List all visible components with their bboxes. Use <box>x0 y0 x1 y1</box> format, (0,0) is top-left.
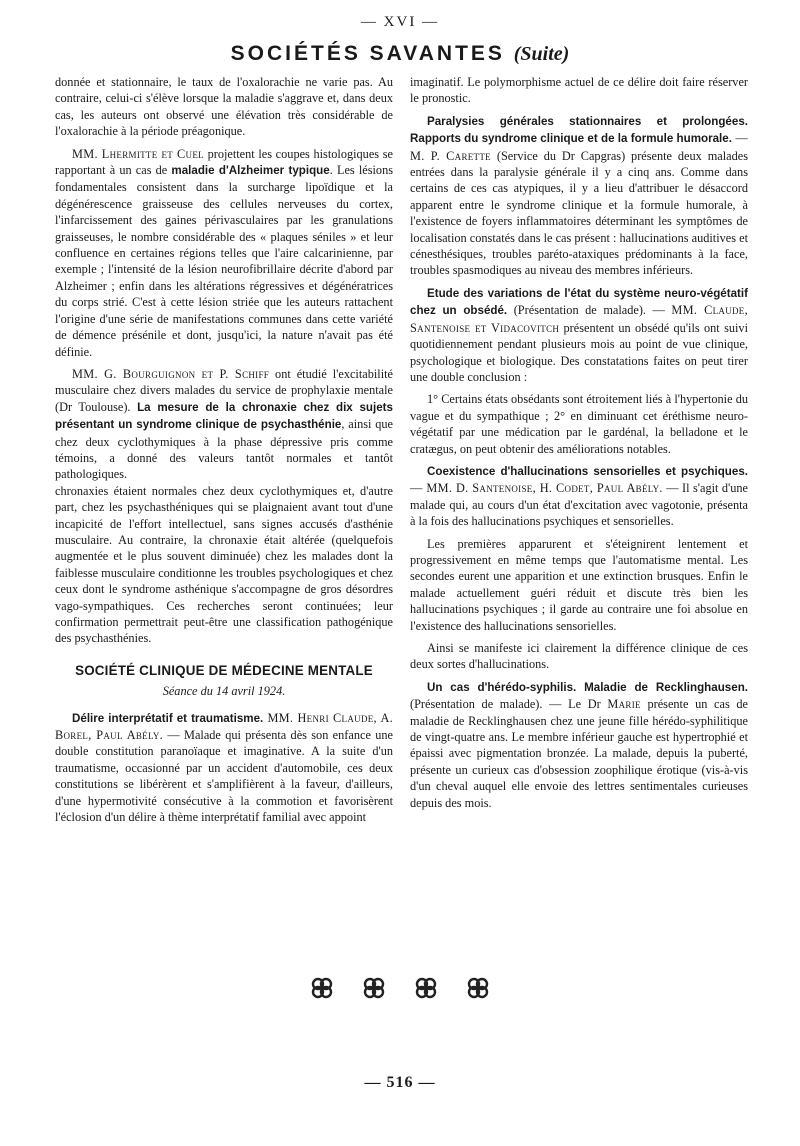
paragraph: Un cas d'hérédo-syphilis. Maladie de Recklinghausen. (Présentation de malade). — Le Dr Marie présente un cas de maladie de Recklinghausen chez une jeune fille hérédo-syphilitique de vingt-quatre ans. Le membre inférieur gauche est hypertrophié et épaissi avec pigmentation bronzée. La malade, depuis la puberté, présente un curieux cas d'obsession zoophilique érotique (vis-à-vis d'un cheval auquel elle envoie des lettres sentimentales curieuses depuis des mois. <box>410 680 748 810</box>
paragraph: chronaxies étaient normales chez deux cyclothymiques et, d'autre part, chez les psychasthéniques qui se plaignaient avant tout d'une incapicité de l'effort intellectuel, sans signes accusés d'asthénie musculaire. Au contraire, la chronaxie était altérée (quelquefois augmentée et le plus souvent diminuée) chez les malades dont la faiblesse musculaire conditionne les troubles psychologiques et chez ceux dont le syndrome asthénique s'accompagne de gros désordres vago-sympathiques. Ces recherches seront continuées; leur confirmation permettrait peut-être une classification pathogénique des psychasthénies. <box>55 483 393 646</box>
paragraph: Les premières apparurent et s'éteignirent lentement et progressivement en même temps que l'automatisme mental. Les secondes eurent une apparition et une extinction brusques. Enfin le malade actuellement guéri réduit et discute très bien les hallucinations psychiques ; il garde au contraire une foi absolue en l'existence des hallucinations sensorielles. <box>410 536 748 633</box>
author-names: MM. Claude, Santenoise et Vidacovitch <box>410 303 748 335</box>
ornament-row <box>0 975 800 1001</box>
author-names: — M. P. Carette <box>410 131 748 163</box>
session-date: Séance du 14 avril 1924. <box>162 684 286 699</box>
bold-term: Paralysies générales stationnaires et prolongées. Rapports du syndrome clinique et de la formule humorale. <box>410 114 748 146</box>
knot-ornament-icon <box>465 975 491 1001</box>
paragraph: Etude des variations de l'état du système neuro-végétatif chez un obsédé. (Présentation de malade). — MM. Claude, Santenoise et Vidacovitch présentent un obsédé qu'ils ont suivi quotidiennement pendant plusieurs mois au point de vue clinique, psychologique et biologique. Des constatations faites on peut tirer une double conclusion : <box>410 286 748 384</box>
bold-term: La mesure de la chronaxie chez dix sujets présentant un syndrome clinique de psychasthénie <box>55 400 393 432</box>
right-column <box>410 74 748 811</box>
paragraph: imaginatif. Le polymorphisme actuel de ce délire doit faire réserver le pronostic. <box>410 75 748 106</box>
bold-term: Délire interprétatif et traumatisme. <box>72 711 264 725</box>
left-column <box>55 74 393 825</box>
bold-term: maladie d'Alzheimer typique <box>171 164 330 178</box>
paragraph: Ainsi se manifeste ici clairement la différence clinique de ces deux sortes d'hallucinations. <box>410 641 748 672</box>
knot-ornament-icon <box>413 975 439 1001</box>
paragraph: MM. G. Bourguignon et P. Schiff ont étudié l'excitabilité musculaire chez divers malades du service de prophylaxie mentale (Dr Toulouse). La mesure de la chronaxie chez dix sujets présentant un syndrome clinique de psychasthénie, ainsi que chez deux cyclothymiques à la phase dépressive pris comme témoins, a donné des valeurs tantôt normales et tantôt pathologiques. <box>55 366 393 482</box>
paragraph: MM. Lhermitte et Cuel projettent les coupes histologiques se rapportant à un cas de maladie d'Alzheimer typique. Les lésions fondamentales consistent dans la surcharge lipoïdique et la dégénérescence graisseuse des cellules nerveuses du cortex, l'infarcissement des gaines périvasculaires par les granulations graisseuses, le nombre considérable des « plaques séniles » et leur confluence en certaines régions telles que l'aire calcarinienne, par exemple ; l'intensité de la lésion neurofibrillaire décrite d'abord par Alzheimer ; enfin dans les altérations régressives et dégénératrices du corps strié. C'est à cette lésion striée que les auteurs rattachent l'origine d'une série de manifestations communes dans cette variété de démence présénile et dont, jusqu'ici, la nature n'avait pas été définie. <box>55 146 394 359</box>
author-names: MM. Henri Claude, A. Borel, Paul Abély. <box>55 710 393 743</box>
author-names: Marie <box>607 697 641 712</box>
paragraph: Paralysies générales stationnaires et prolongées. Rapports du syndrome clinique et de la formule humorale. — M. P. Carette (Service du Dr Capgras) présente deux malades entrées dans la paralysie générale il y a cinq ans. Comme dans certains de ces cas atypiques, il y a lieu d'attribuer le désaccord apparent entre le syndrome clinique et la formule humorale, à l'existence de foyers inflammatoires déterminant les symptômes de localisation constatés dans le cas présent : hallucinations auditives et cénesthésiques, troubles paréto-ataxiques prédominants à la face, troubles spasmodiques au niveau des membres inférieurs. <box>410 114 748 278</box>
knot-ornament-icon <box>309 975 335 1001</box>
bottom-page-number: — 516 — <box>364 1074 436 1091</box>
author-names: MM. G. Bourguignon et P. Schiff <box>72 366 270 381</box>
society-heading: SOCIÉTÉ CLINIQUE DE MÉDECINE MENTALE <box>75 662 373 678</box>
paragraph: Coexistence d'hallucinations sensorielles et psychiques. — MM. D. Santenoise, H. Codet, Paul Abély. — Il s'agit d'une malade qui, au cours d'un état d'excitation avec vagotonie, présenta à la fois des hallucinations psychiques et sensorielles. <box>410 464 748 529</box>
running-title <box>0 42 800 66</box>
bold-term: Coexistence d'hallucinations sensorielles et psychiques. <box>427 464 748 478</box>
author-names: — MM. D. Santenoise, H. Codet, Paul Abély. <box>410 481 663 496</box>
bold-term: Etude des variations de l'état du système neuro-végétatif chez un obsédé. <box>410 286 748 318</box>
top-page-number: — XVI — <box>360 14 440 30</box>
paragraph: 1° Certains états obsédants sont étroitement liés à l'hypertonie du vague et du sympathique ; 2° en diminuant cet éréthisme neuro-végétatif par une médication par le gardénal, la belladone et le cratægus, on peut obtenir des améliorations notables. <box>410 392 748 456</box>
paragraph: donnée et stationnaire, le taux de l'oxalorachie ne varie pas. Au contraire, celui-ci s'élève lorsque la maladie s'aggrave et, dans deux cas, les auteurs ont observé une élévation très considérable de l'oxalorachie à la période préagonique. <box>55 75 393 139</box>
bold-term: Un cas d'hérédo-syphilis. Maladie de Recklinghausen. <box>427 680 748 694</box>
knot-ornament-icon <box>361 975 387 1001</box>
running-title-text: SOCIÉTÉS SAVANTES <box>230 42 505 65</box>
running-title-suite: (Suite) <box>513 43 570 65</box>
paragraph: Délire interprétatif et traumatisme. MM. Henri Claude, A. Borel, Paul Abély. — Malade qui présenta dès son enfance une double constitution paranoïaque et imaginative. A la suite d'un traumatisme, occasionné par un accident d'automobile, ces deux constitutions se libérèrent et s'amplifièrent à la faveur, d'ailleurs, d'une hypermotivité consécutive à la commotion et favorisèrent l'éclosion d'un délire à thème interprétatif familial avec appoint <box>55 710 393 825</box>
author-names: MM. Lhermitte et Cuel <box>72 146 204 161</box>
